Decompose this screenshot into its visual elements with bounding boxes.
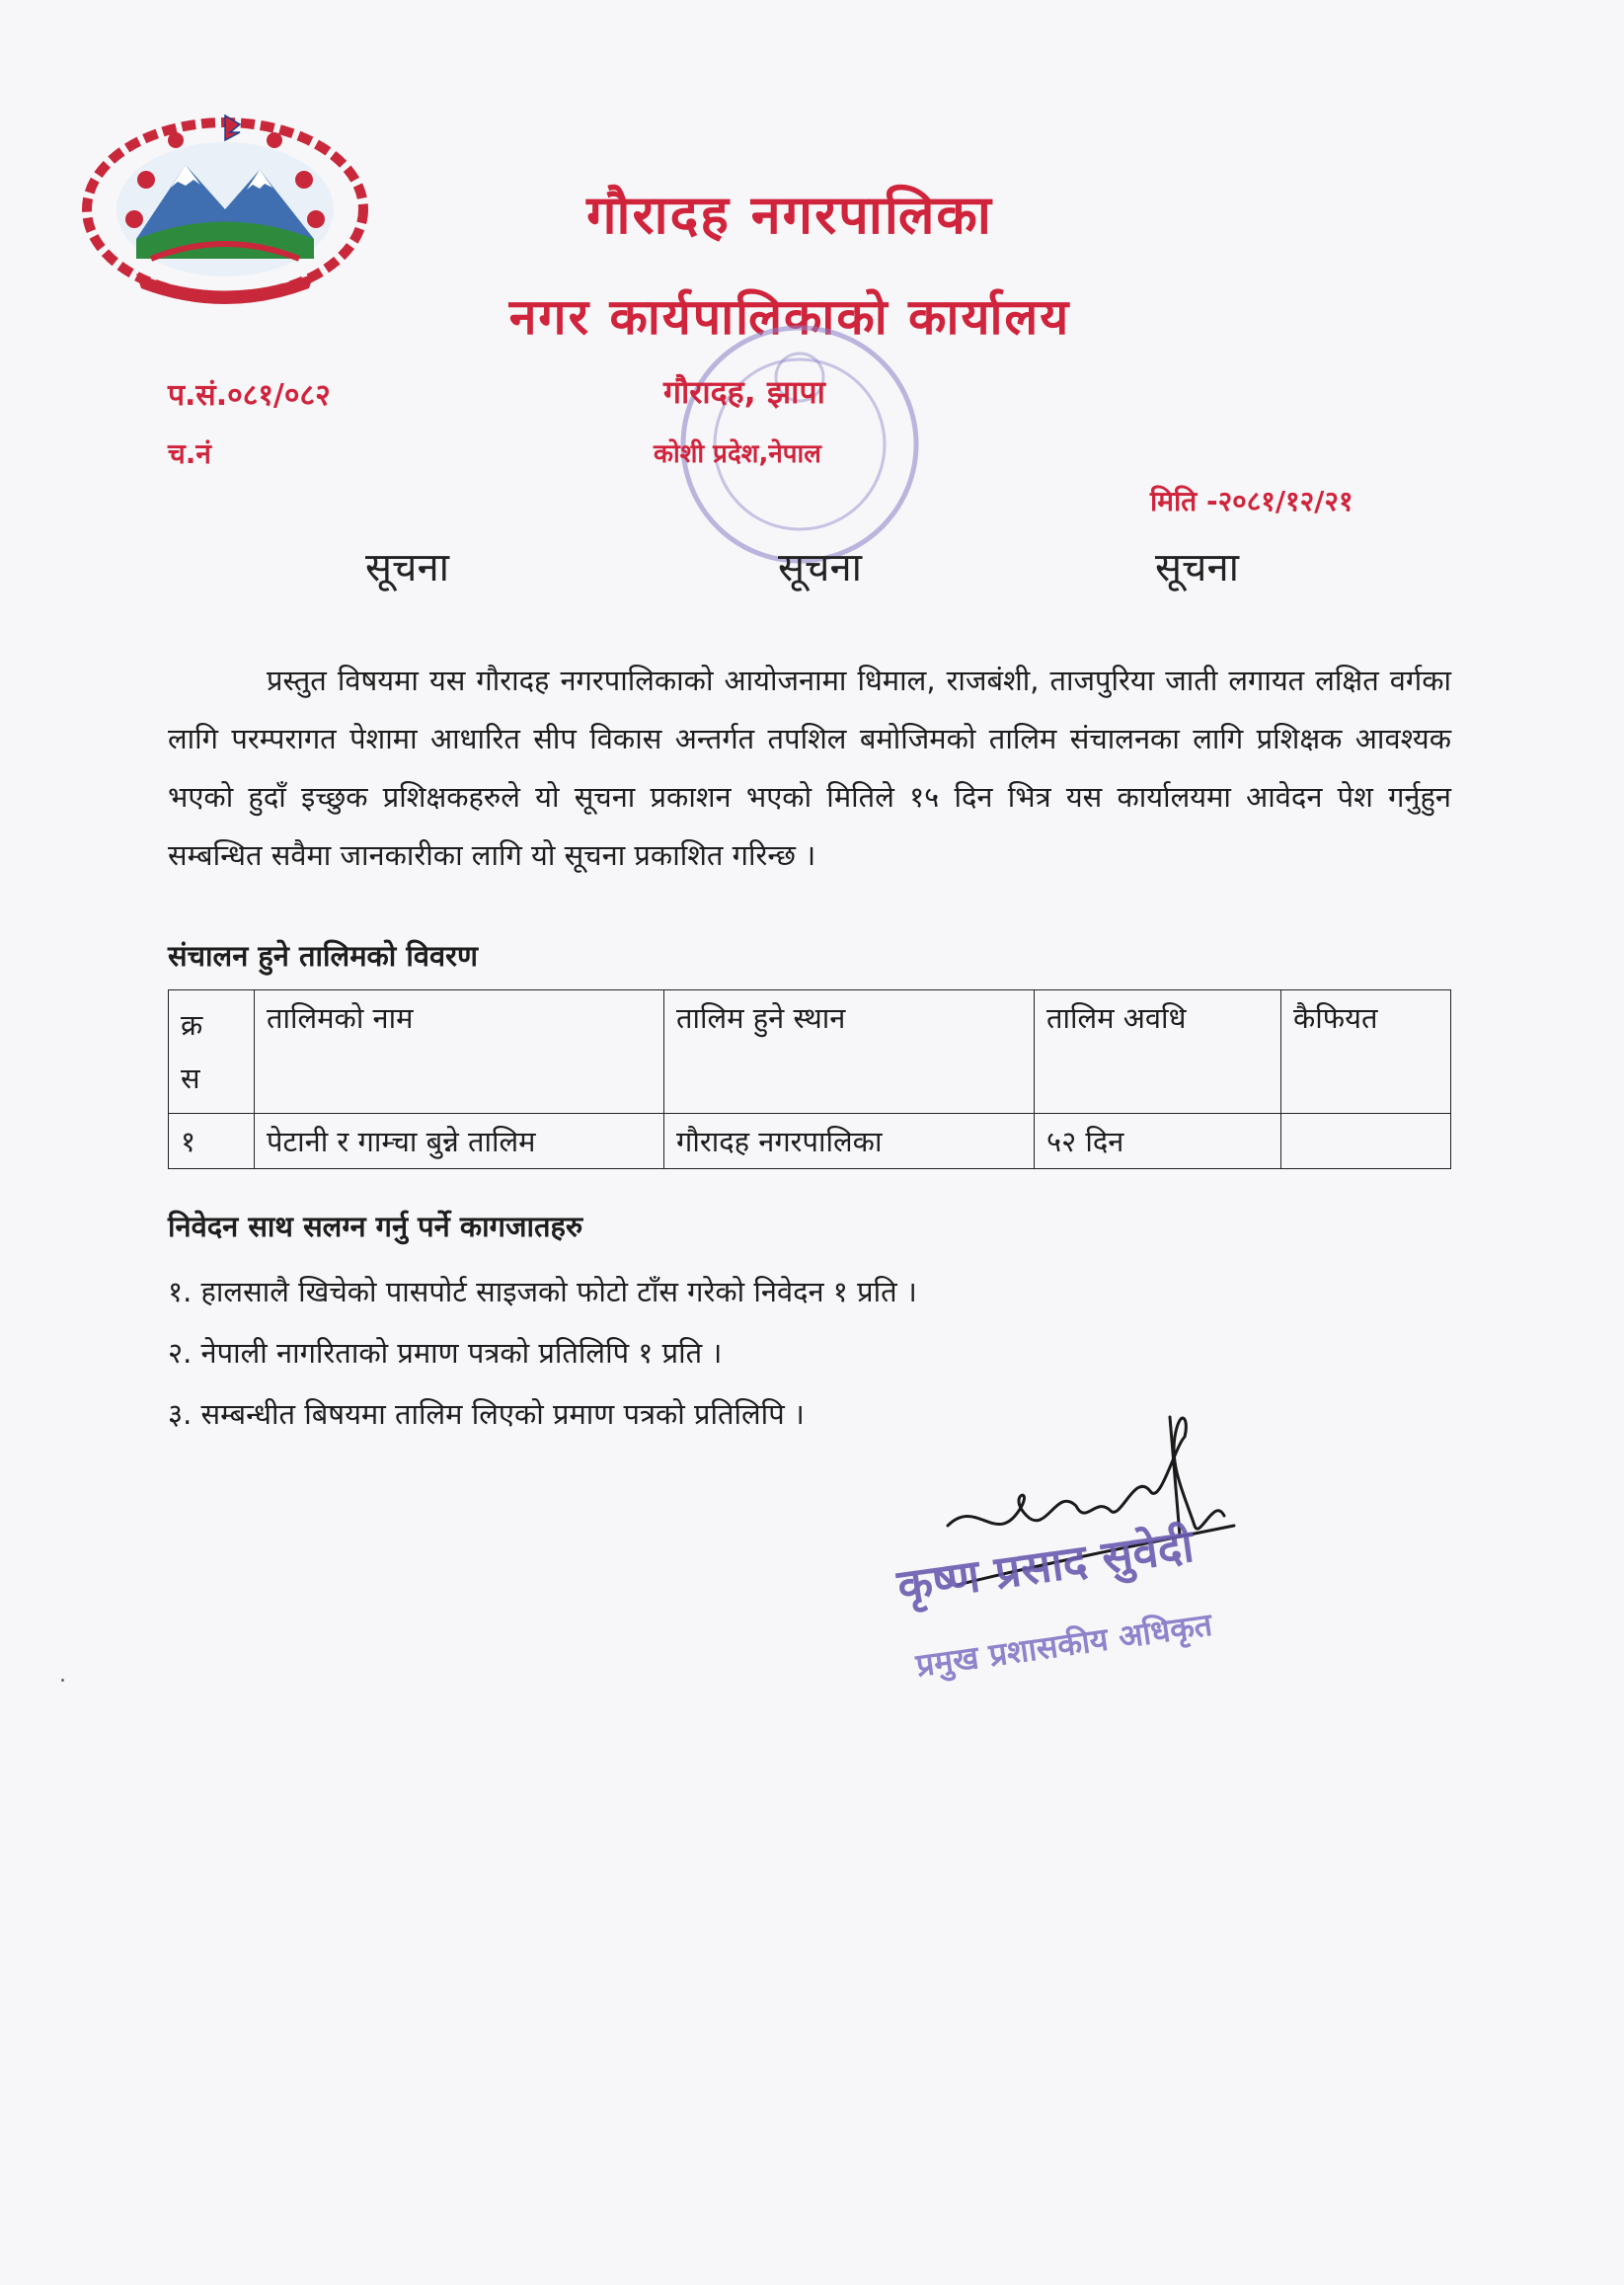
nepal-emblem-logo — [77, 111, 373, 308]
table-header-row — [169, 990, 1451, 1114]
list-item: १. हालसालै खिचेको पासपोर्ट साइजको फोटो टाँस गरेको निवेदन १ प्रति । — [168, 1275, 917, 1308]
serial-header-line-1: क्र — [181, 1008, 203, 1042]
column-header-serial — [169, 990, 255, 1114]
column-header-duration: तालिम अवधि — [1035, 990, 1281, 1114]
location-line-1: गौरादह, झापा — [663, 373, 825, 411]
signatory-name: कृष्ण प्रसाद सुवेदी — [893, 1518, 1198, 1614]
serial-header-line-2: स — [181, 1062, 200, 1095]
column-header-location: तालिम हुने स्थान — [664, 990, 1035, 1114]
paper-speck — [61, 1679, 64, 1682]
cell-duration: ५२ दिन — [1035, 1114, 1281, 1169]
column-header-remarks: कैफियत — [1281, 990, 1451, 1114]
cell-serial: १ — [169, 1114, 255, 1169]
column-header-training-name: तालिमको नाम — [255, 990, 664, 1114]
table-row — [169, 1114, 1451, 1169]
notice-date: मिति -२०८१/१२/२१ — [1150, 485, 1353, 517]
training-table-heading: संचालन हुने तालिमको विवरण — [168, 939, 478, 973]
location-line-2: कोशी प्रदेश,नेपाल — [654, 439, 821, 469]
office-title: नगर कार्यपालिकाको कार्यालय — [508, 288, 1071, 346]
notice-heading-left: सूचना — [365, 545, 449, 591]
list-item: ३. सम्बन्धीत बिषयमा तालिम लिएको प्रमाण पत्रको प्रतिलिपि । — [168, 1397, 805, 1431]
municipality-title: गौरादह नगरपालिका — [586, 184, 993, 246]
cell-training-name: पेटानी र गाम्चा बुन्ने तालिम — [255, 1114, 664, 1169]
training-table — [168, 989, 1451, 1169]
cell-location: गौरादह नगरपालिका — [664, 1114, 1035, 1169]
dispatch-number: च.नं — [168, 437, 211, 470]
signatory-title: प्रमुख प्रशासकीय अधिकृत — [913, 1605, 1215, 1685]
notice-body: प्रस्तुत विषयमा यस गौरादह नगरपालिकाको आयोजनामा धिमाल, राजबंशी, ताजपुरिया जाती लगायत लक्षित वर्गका लागि परम्परागत पेशामा आधारित सीप विकास अन्तर्गत तपशिल बमोजिमको तालिम संचालनका लागि प्रशिक्षक आवश्यक भएको हुदाँ इच्छुक प्रशिक्षकहरुले यो सूचना प्रकाशन भएको मितिले १५ दिन भित्र यस कार्यालयमा आवेदन पेश गर्नुहुन सम्बन्धित सवैमा जानकारीका लागि यो सूचना प्रकाशित गरिन्छ । — [168, 664, 1451, 872]
list-item: २. नेपाली नागरिताको प्रमाण पत्रको प्रतिलिपि १ प्रति । — [168, 1336, 723, 1370]
notice-heading-center: सूचना — [778, 545, 862, 591]
notice-heading-right: सूचना — [1155, 545, 1239, 591]
required-documents-heading: निवेदन साथ सलग्न गर्नु पर्ने कागजातहरु — [168, 1210, 583, 1243]
reference-number: प.सं.०८१/०८२ — [168, 378, 331, 413]
cell-remarks — [1281, 1114, 1451, 1169]
